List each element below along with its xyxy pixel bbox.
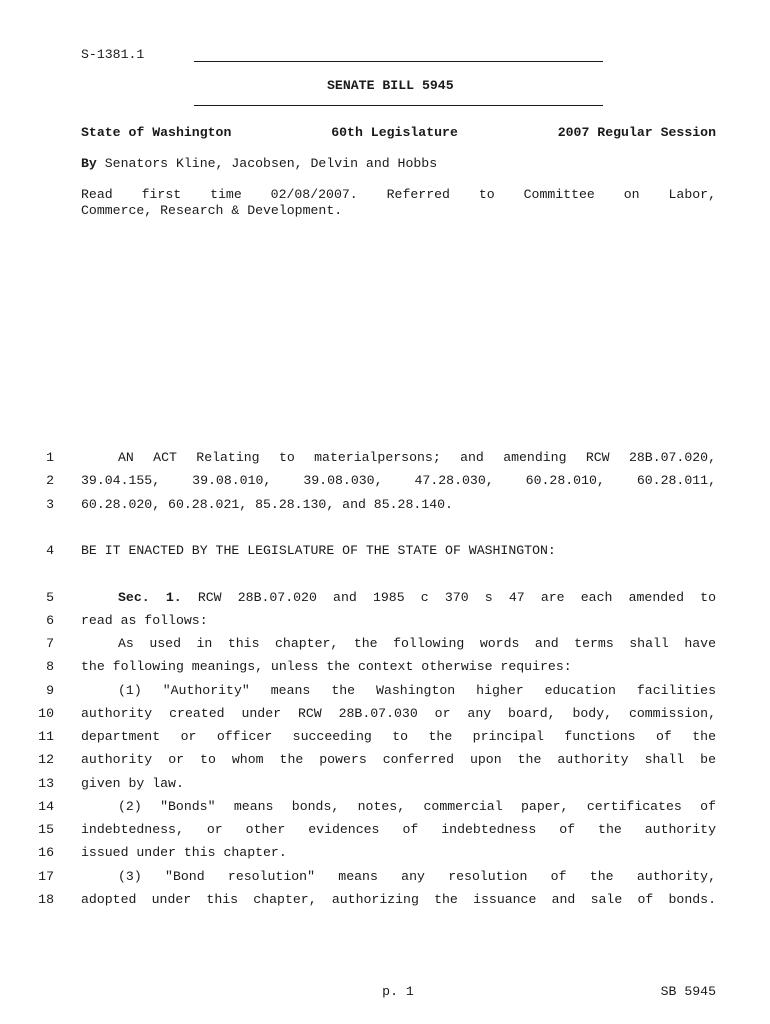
sponsors: Senators Kline, Jacobsen, Delvin and Hobbs <box>104 156 438 171</box>
line-number: 13 <box>38 776 54 791</box>
bill-text-line: As used in this chapter, the following words and terms shall have <box>118 636 716 651</box>
read-line-2: Commerce, Research & Development. <box>81 203 343 218</box>
bill-text-line: 60.28.020, 60.28.021, 85.28.130, and 85.28.140. <box>81 497 453 512</box>
line-number: 8 <box>46 659 54 674</box>
line-number: 10 <box>38 706 54 721</box>
bill-text-line: given by law. <box>81 776 184 791</box>
document-code: S-1381.1 <box>81 47 145 62</box>
state-name: State of Washington <box>81 125 232 140</box>
line-number: 11 <box>38 729 54 744</box>
line-number: 3 <box>46 497 54 512</box>
bill-text-line: AN ACT Relating to materialpersons; and amending RCW 28B.07.020, <box>118 450 716 465</box>
bill-title: SENATE BILL 5945 <box>327 78 454 93</box>
header-rule-bottom <box>194 105 603 106</box>
section-label: Sec. 1. <box>118 590 182 605</box>
line-number: 12 <box>38 752 54 767</box>
section-heading-text: RCW 28B.07.020 and 1985 c 370 s 47 are each amended to <box>181 590 716 605</box>
bill-text-line: read as follows: <box>81 613 208 628</box>
page-number: p. 1 <box>382 984 414 999</box>
sponsors-line <box>81 156 437 172</box>
line-number: 5 <box>46 590 54 605</box>
line-number: 17 <box>38 869 54 884</box>
read-line-1: Read first time 02/08/2007. Referred to Committee on Labor, <box>81 187 716 202</box>
bill-text-line: (1) "Authority" means the Washington higher education facilities <box>118 683 716 698</box>
session-line <box>81 125 716 141</box>
line-number: 18 <box>38 892 54 907</box>
bill-text-line: indebtedness, or other evidences of indebtedness of the authority <box>81 822 716 837</box>
bill-text-line: the following meanings, unless the context otherwise requires: <box>81 659 572 674</box>
bill-text-line: authority or to whom the powers conferred upon the authority shall be <box>81 752 716 767</box>
by-label: By <box>81 156 97 171</box>
legislature: 60th Legislature <box>331 125 458 140</box>
line-number: 15 <box>38 822 54 837</box>
line-number: 2 <box>46 473 54 488</box>
header-rule-top <box>194 61 603 62</box>
footer-bill-id: SB 5945 <box>660 984 716 999</box>
line-number: 14 <box>38 799 54 814</box>
enacting-clause: BE IT ENACTED BY THE LEGISLATURE OF THE STATE OF WASHINGTON: <box>81 543 556 558</box>
bill-text-line: department or officer succeeding to the principal functions of the <box>81 729 716 744</box>
line-number: 9 <box>46 683 54 698</box>
bill-text-line: adopted under this chapter, authorizing the issuance and sale of bonds. <box>81 892 716 907</box>
bill-text-line: authority created under RCW 28B.07.030 or any board, body, commission, <box>81 706 716 721</box>
session-name: 2007 Regular Session <box>557 125 716 140</box>
bill-text-line: issued under this chapter. <box>81 845 287 860</box>
line-number: 7 <box>46 636 54 651</box>
bill-text-line: (3) "Bond resolution" means any resolution of the authority, <box>118 869 716 884</box>
bill-text-line: (2) "Bonds" means bonds, notes, commercial paper, certificates of <box>118 799 716 814</box>
line-number: 1 <box>46 450 54 465</box>
line-number: 16 <box>38 845 54 860</box>
line-number: 4 <box>46 543 54 558</box>
line-number: 6 <box>46 613 54 628</box>
bill-text-line: 39.04.155, 39.08.010, 39.08.030, 47.28.030, 60.28.010, 60.28.011, <box>81 473 716 488</box>
section-heading-line <box>81 590 716 606</box>
